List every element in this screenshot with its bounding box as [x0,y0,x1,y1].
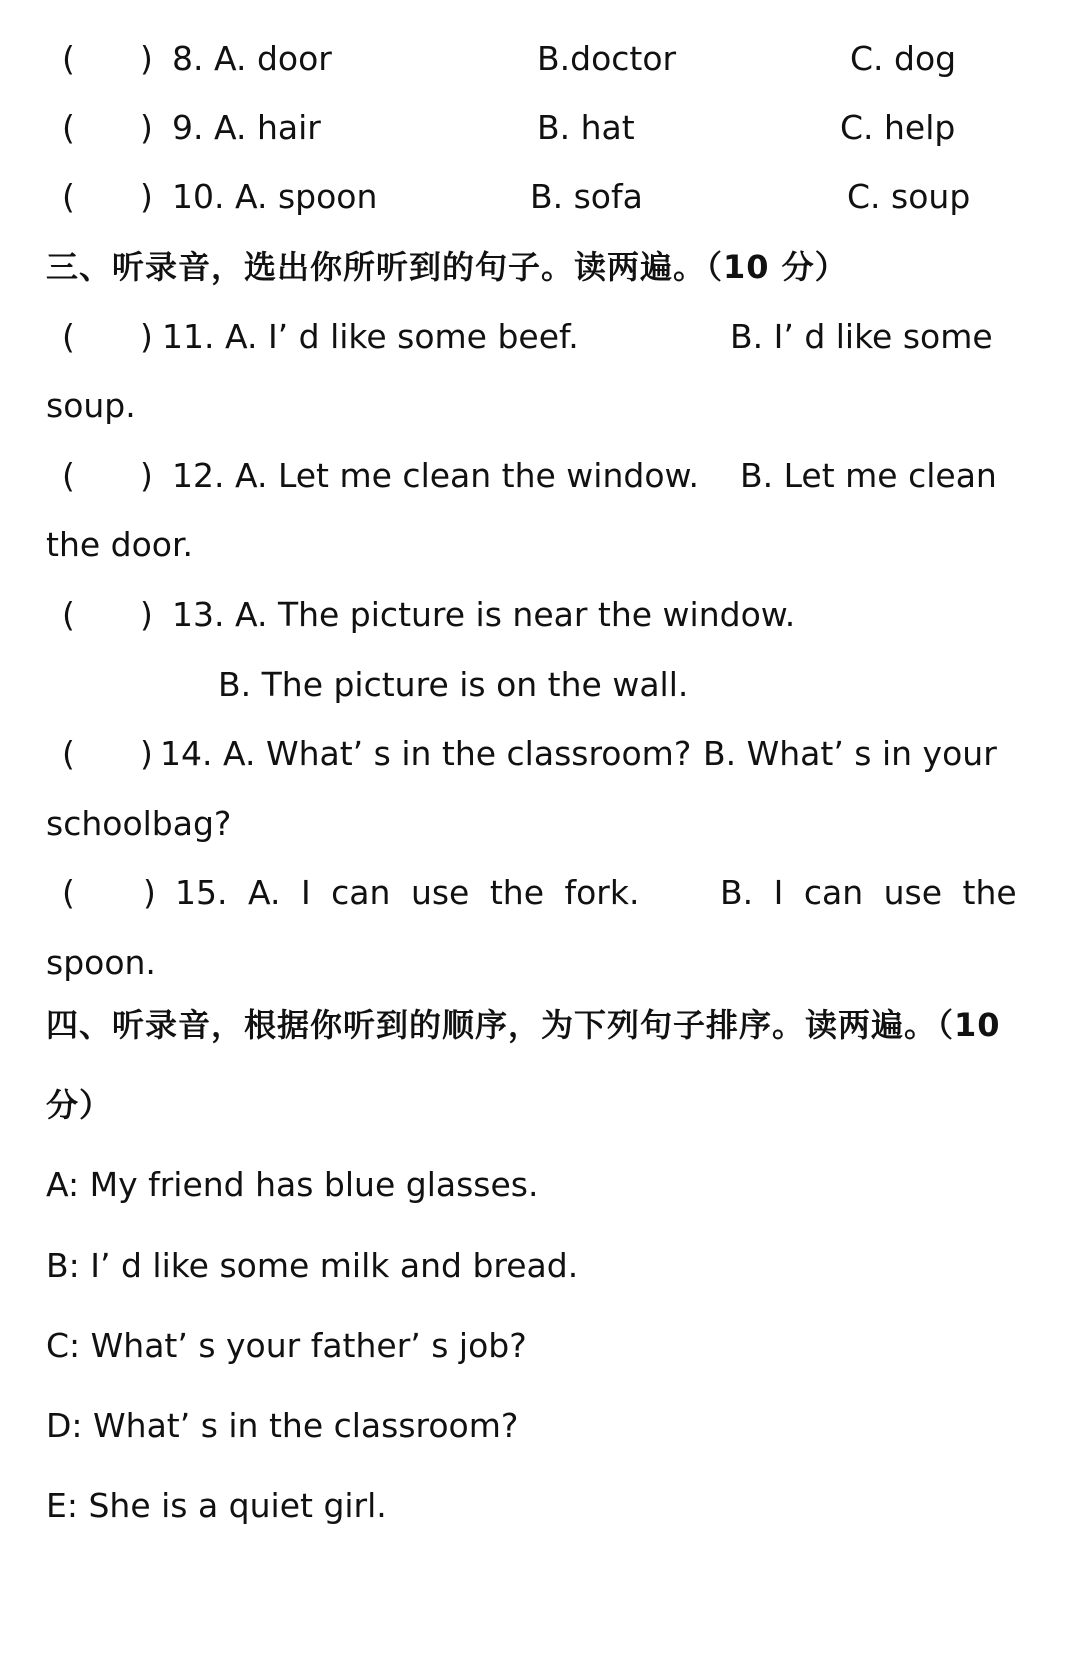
option-b-continued: the door. [46,525,194,564]
option-b-continued: schoolbag? [46,804,232,843]
option-b: B. I’ d like some [730,317,993,356]
answer-blank-close: ) [140,595,153,634]
option-b: B. sofa [530,177,643,216]
option-b: B. I can use the [720,873,1017,912]
option-a: 11. A. I’ d like some beef. [162,317,579,356]
answer-blank-close: ) [140,39,153,78]
answer-blank-close: ) [143,873,156,912]
answer-blank-open: ( [62,873,75,912]
list-item: E: She is a quiet girl. [46,1486,387,1525]
list-item: C: What’ s your father’ s job? [46,1326,527,1365]
answer-blank-open: ( [62,734,75,773]
answer-blank-open: ( [62,456,75,495]
answer-blank-open: ( [62,317,75,356]
answer-blank-open: ( [62,39,75,78]
option-a: 14. A. What’ s in the classroom? [160,734,692,773]
option-a: 12. A. Let me clean the window. [172,456,699,495]
section-4-heading-continued: 分） [46,1086,113,1124]
option-a: 10. A. spoon [172,177,378,216]
answer-blank-close: ) [140,108,153,147]
answer-blank-close: ) [140,317,153,356]
option-a: 13. A. The picture is near the window. [172,595,796,634]
section-4-heading: 四、听录音，根据你听到的顺序，为下列句子排序。读两遍。（10 [46,1006,1001,1044]
option-b: B. hat [537,108,635,147]
answer-blank-open: ( [62,595,75,634]
list-item: A: My friend has blue glasses. [46,1165,539,1204]
option-b: B. The picture is on the wall. [218,665,689,704]
option-b: B. Let me clean [740,456,997,495]
option-a: 15. A. I can use the fork. [175,873,640,912]
answer-blank-open: ( [62,108,75,147]
option-b: B. What’ s in your [703,734,997,773]
list-item: B: I’ d like some milk and bread. [46,1246,579,1285]
answer-blank-open: ( [62,177,75,216]
option-a: 8. A. door [172,39,332,78]
option-b-continued: spoon. [46,943,156,982]
option-b: B.doctor [537,39,677,78]
answer-blank-close: ) [140,456,153,495]
option-b-continued: soup. [46,386,136,425]
answer-blank-close: ) [140,734,153,773]
section-3-heading: 三、听录音，选出你所听到的句子。读两遍。（10 分） [46,248,848,286]
option-c: C. dog [850,39,957,78]
list-item: D: What’ s in the classroom? [46,1406,519,1445]
answer-blank-close: ) [140,177,153,216]
option-c: C. soup [847,177,971,216]
option-c: C. help [840,108,956,147]
option-a: 9. A. hair [172,108,321,147]
